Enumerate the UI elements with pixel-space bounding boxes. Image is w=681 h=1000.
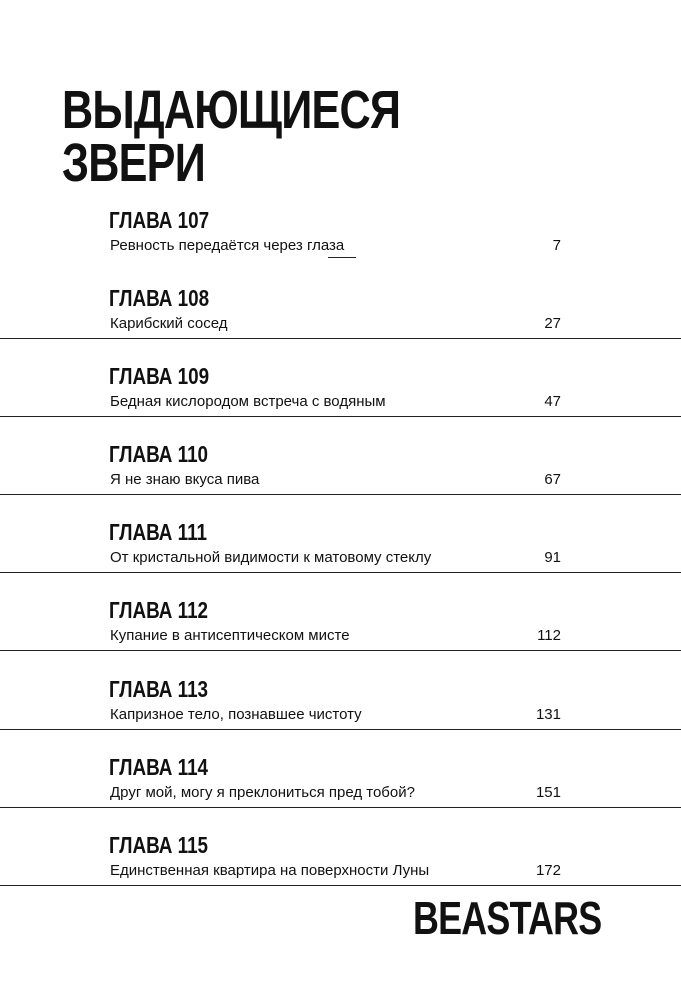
- title-line-1: ВЫДАЮЩИЕСЯ: [62, 80, 401, 140]
- chapter-label: ГЛАВА 114: [109, 754, 209, 780]
- divider: [0, 416, 681, 417]
- chapter-label: ГЛАВА 108: [109, 285, 210, 311]
- chapter-title: Ревность передаётся через глаза: [110, 237, 345, 254]
- toc-entry-113[interactable]: [0, 676, 681, 754]
- divider: [0, 494, 681, 495]
- toc-entry-112[interactable]: [0, 597, 681, 675]
- title-line-2: ЗВЕРИ: [62, 133, 205, 193]
- chapter-label: ГЛАВА 109: [109, 363, 210, 389]
- chapter-page-number: 112: [537, 627, 561, 644]
- chapter-label: ГЛАВА 110: [109, 441, 209, 467]
- divider: [0, 807, 681, 808]
- chapter-page-number: 27: [544, 315, 561, 332]
- chapter-label: ГЛАВА 113: [109, 676, 209, 702]
- divider: [0, 338, 681, 339]
- beastars-logo: BEASTARS: [413, 892, 602, 944]
- chapter-page-number: 7: [552, 237, 561, 254]
- divider: [0, 729, 681, 730]
- toc-entry-107[interactable]: [0, 207, 681, 285]
- chapter-label: ГЛАВА 107: [109, 207, 210, 233]
- chapter-title: Купание в антисептическом мисте: [110, 627, 350, 644]
- page-title: [62, 80, 401, 193]
- chapter-page-number: 131: [535, 706, 561, 723]
- chapter-title: Бедная кислородом встреча с водяным: [110, 393, 386, 410]
- divider: [0, 885, 681, 886]
- chapter-label: ГЛАВА 112: [109, 597, 209, 623]
- toc-entry-110[interactable]: [0, 441, 681, 519]
- chapter-title: Друг мой, могу я преклониться пред тобой?: [110, 784, 415, 801]
- chapter-label: ГЛАВА 115: [109, 832, 209, 858]
- chapter-title: Я не знаю вкуса пива: [110, 471, 260, 488]
- chapter-page-number: 67: [544, 471, 561, 488]
- chapter-page-number: 47: [544, 393, 561, 410]
- chapter-page-number: 172: [535, 862, 561, 879]
- divider: [0, 650, 681, 651]
- chapter-label: ГЛАВА 111: [109, 519, 208, 545]
- toc-entry-111[interactable]: [0, 519, 681, 597]
- toc-entry-109[interactable]: [0, 363, 681, 441]
- chapter-page-number: 151: [535, 784, 561, 801]
- chapter-title: Единственная квартира на поверхности Луны: [110, 862, 430, 879]
- toc-entry-114[interactable]: [0, 754, 681, 832]
- chapter-title: Карибский сосед: [110, 315, 228, 332]
- chapter-title: От кристальной видимости к матовому стеклу: [110, 549, 432, 566]
- toc-entry-108[interactable]: [0, 285, 681, 363]
- chapter-page-number: 91: [544, 549, 561, 566]
- chapter-title: Капризное тело, познавшее чистоту: [110, 706, 362, 723]
- divider: [0, 572, 681, 573]
